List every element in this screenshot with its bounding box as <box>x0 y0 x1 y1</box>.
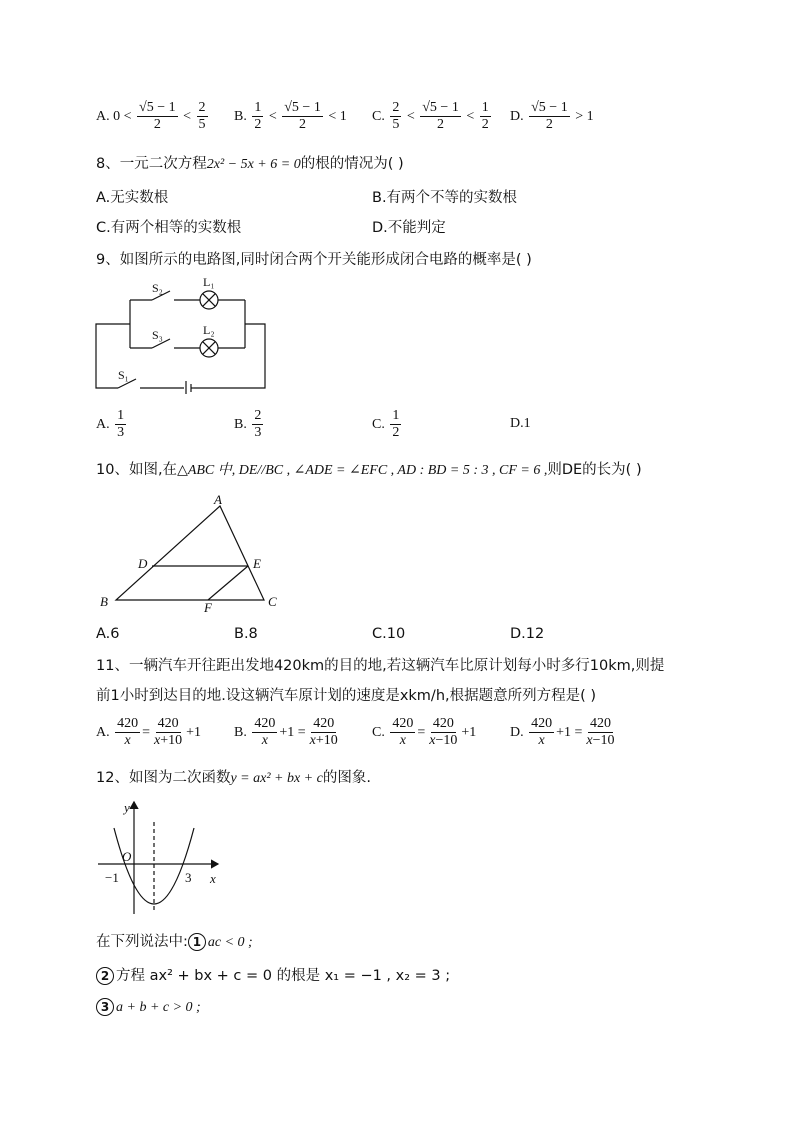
q9-option-c: C. $\frac{1}{2}$ <box>372 408 400 441</box>
q12-intro: 在下列说法中: 1 ac < 0 ; <box>96 934 253 950</box>
q10-option-b: B.8 <box>234 626 258 642</box>
graph-y-label: y <box>124 800 130 815</box>
statement-1-circle: 1 <box>188 933 206 951</box>
q8-option-c: C.有两个相等的实数根 <box>96 220 242 236</box>
q8-stem-prefix: 8、一元二次方程 <box>96 156 207 172</box>
q7-option-b: B. $\frac{1}{2}$ < $\frac{√5 - 1}{2}$ < 1 <box>234 100 347 133</box>
q10-triangle-diagram <box>96 492 296 614</box>
q10-option-d: D.12 <box>510 626 545 642</box>
q9-option-b: B. $\frac{2}{3}$ <box>234 408 262 441</box>
point-b: B <box>100 594 108 609</box>
q11-option-c: C. $\frac{420}{x}$ = $\frac{420}{x-10}$ +1 <box>372 716 477 749</box>
q12-statement-3: 3 a + b + c > 0 ; <box>96 998 201 1016</box>
q11-option-a: A. $\frac{420}{x}$ = $\frac{420}{x+10}$ +1 <box>96 716 202 749</box>
q7-option-a: A. 0 < $\frac{√5 - 1}{2}$ < $\frac{2}{5}$ <box>96 100 206 133</box>
point-d: D <box>138 556 148 571</box>
graph-neg-one-label: −1 <box>105 870 119 885</box>
label-s2: S₂ <box>152 281 163 295</box>
graph-three-label: 3 <box>185 870 192 885</box>
q12-parabola-graph <box>96 796 226 918</box>
statement-1-text: ac < 0 ; <box>207 935 253 950</box>
q7-option-c: C. $\frac{2}{5}$ < $\frac{√5 - 1}{2}$ < $\frac{1}{2}$ <box>372 100 489 133</box>
q8-option-b: B.有两个不等的实数根 <box>372 190 518 206</box>
q9-option-d: D. 1 <box>510 416 531 431</box>
q12-stem: 12、如图为二次函数y = ax² + bx + c的图象. <box>96 770 371 786</box>
q10-option-a: A.6 <box>96 626 120 642</box>
label-s1: S₁ <box>118 368 129 382</box>
q9-option-a: A. $\frac{1}{3}$ <box>96 408 125 441</box>
point-f: F <box>204 600 212 614</box>
q11-option-d: D. $\frac{420}{x}$ +1 = $\frac{420}{x-10}$ <box>510 716 615 749</box>
q11-stem-line1: 11、一辆汽车开往距出发地420km的目的地,若这辆汽车比原计划每小时多行10km,则提 <box>96 658 665 674</box>
q8-option-d: D.不能判定 <box>372 220 446 236</box>
q9-circuit-diagram <box>90 276 275 394</box>
label-l1: L₁ <box>203 276 215 289</box>
statement-3-text: a + b + c > 0 ; <box>116 1000 201 1015</box>
graph-x-label: x <box>210 871 216 886</box>
statement-2-text: 方程 ax² + bx + c = 0 的根是 x₁ = −1 , x₂ = 3 ; <box>116 968 451 984</box>
point-a: A <box>214 492 222 507</box>
point-e: E <box>253 556 261 571</box>
q10-conditions: △ABC 中, DE//BC , ∠ADE = ∠EFC , AD : BD = 5 : 3 , CF = 6 , <box>177 463 548 478</box>
q7-option-d: D. $\frac{√5 - 1}{2}$ > 1 <box>510 100 594 133</box>
q9-stem: 9、如图所示的电路图,同时闭合两个开关能形成闭合电路的概率是( ) <box>96 252 532 268</box>
q8-equation: 2x² − 5x + 6 = 0 <box>206 157 301 172</box>
point-c: C <box>268 594 277 609</box>
q10-stem: 10、如图,在△ABC 中, DE//BC , ∠ADE = ∠EFC , AD : BD = 5 : 3 , CF = 6 ,则DE的长为( ) <box>96 462 642 478</box>
q12-function: y = ax² + bx + c <box>230 771 323 786</box>
label-l2: L₂ <box>203 323 215 337</box>
graph-origin-label: O <box>122 849 132 864</box>
q8-stem-suffix: 的根的情况为( ) <box>300 156 404 172</box>
q10-option-c: C.10 <box>372 626 406 642</box>
q8-stem <box>96 152 404 173</box>
label-s3: S₃ <box>152 328 163 342</box>
q12-statement-2: 2 方程 ax² + bx + c = 0 的根是 x₁ = −1 , x₂ = 3 ; <box>96 964 450 985</box>
q11-stem-line2: 前1小时到达目的地.设这辆汽车原计划的速度是xkm/h,根据题意所列方程是( ) <box>96 688 597 704</box>
q11-option-b: B. $\frac{420}{x}$ +1 = $\frac{420}{x+10}$ <box>234 716 338 749</box>
q8-option-a: A.无实数根 <box>96 190 169 206</box>
